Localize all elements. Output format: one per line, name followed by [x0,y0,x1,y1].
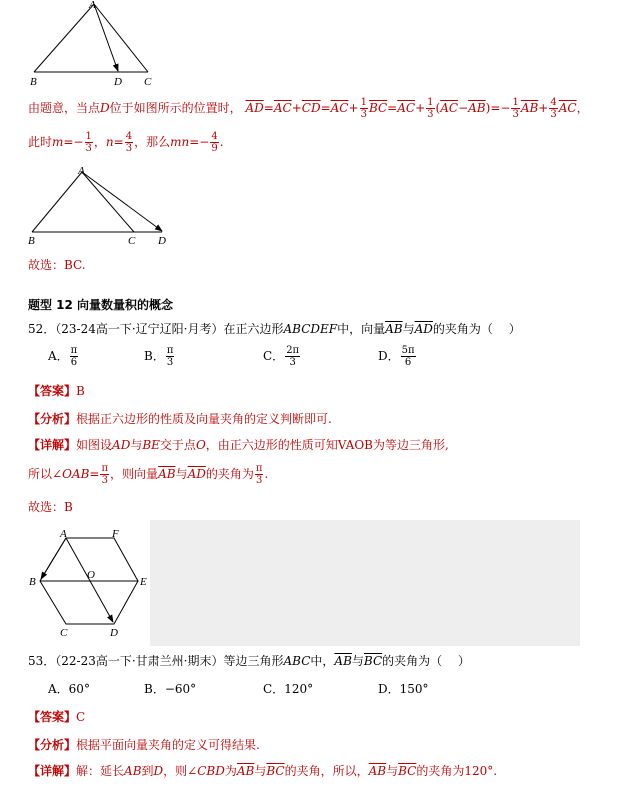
answer-bc: 故选：BC. [28,258,86,272]
q52-option-b[interactable]: B． $\frac{\pi}{3}$ [144,345,174,368]
label-E: E [140,576,147,588]
label-C: C [128,235,136,247]
label-C: C [60,627,68,639]
q52-option-d[interactable]: D． $\frac{5\pi}{6}$ [378,345,415,368]
seg-AC [82,172,134,232]
label-C: C [144,76,152,88]
q53-detail: 【详解】解：延长AB到D，则∠CBD为$\overline{AB}$与$\overline{BC}$的夹角，所以，$\overline{AB}$与$\overline{BC}$的夹角为120°. [28,764,498,778]
section-title: 题型 12 向量数量积的概念 [28,298,174,312]
figure-triangle-1 [26,0,166,88]
q52-choose: 故选：B [28,500,73,514]
q53-stem: 53．（22-23高一下·甘肃兰州·期末）等边三角形ABC中，$\overline{AB}$与$\overline{BC}$的夹角为（ ） [28,654,470,668]
q52-answer: 【答案】B [28,384,85,398]
label-F: F [112,528,119,540]
label-B: B [30,76,37,88]
seg-AB [32,172,82,232]
q52-detail-2: 所以∠OAB= $\frac{\pi}{3}$ ，则向量$\overline{AB}$与$\overline{AD}$的夹角为 $\frac{\pi}{3}$ . [28,463,269,486]
label-D: D [158,235,166,247]
q52-option-a[interactable]: A． $\frac{\pi}{6}$ [48,345,78,368]
q52-analysis: 【分析】根据正六边形的性质及向量夹角的定义判断即可. [28,412,332,426]
vector-AD [94,4,118,71]
figure-hexagon [28,528,150,640]
label-A: A [60,528,67,540]
vector-AB [41,538,66,579]
label-A: A [78,165,85,177]
label-A: A [89,0,96,11]
q52-stem: 52．（23-24高一下·辽宁辽阳·月考）在正六边形ABCDEF中，向量$\overline{AB}$与$\overline{AD}$的夹角为（ ） [28,322,521,336]
q53-answer: 【答案】C [28,710,86,724]
q53-analysis: 【分析】根据平面向量夹角的定义可得结果. [28,738,260,752]
q53-option-b[interactable]: B．−60° [144,682,197,696]
q52-detail-1: 【详解】如图设AD与BE交于点O，由正六边形的性质可知VAOB为等边三角形, [28,438,449,452]
seg-AB [34,4,94,72]
label-B: B [28,235,35,247]
figure-background-band [150,520,580,646]
q53-option-c[interactable]: C．120° [263,682,314,696]
label-D: D [110,627,118,639]
q53-option-d[interactable]: D．150° [378,682,429,696]
q52-option-c[interactable]: C． $\frac{2\pi}{3}$ [263,345,300,368]
solution-line-1: 由题意，当点D位于如图所示的位置时， $\overline{AD}=\overline{AC}+\overline{CD}=\overline{AC}+$ $\frac{1}{3}$ $\overline{BC}=\overline{AC}+$ $\frac{1}{3}$ $(\overline{AC}-\overline{AB})=-$ $\frac{1}{3}$ $\overline{AB}+$ $\frac{4}{3}$ $\overline{AC}$， [28,97,589,120]
label-D: D [114,76,122,88]
label-B: B [29,576,36,588]
solution-line-2: 此时m=− $\frac{1}{3}$ ，n= $\frac{4}{3}$ ，那么mn=− $\frac{4}{9}$ . [28,131,224,154]
figure-triangle-2 [26,162,176,248]
hexagon-figure-box [28,528,150,640]
label-O: O [87,569,95,581]
vector-AD [82,172,162,231]
seg-AC [94,4,148,72]
q53-option-a[interactable]: A．60° [48,682,90,696]
